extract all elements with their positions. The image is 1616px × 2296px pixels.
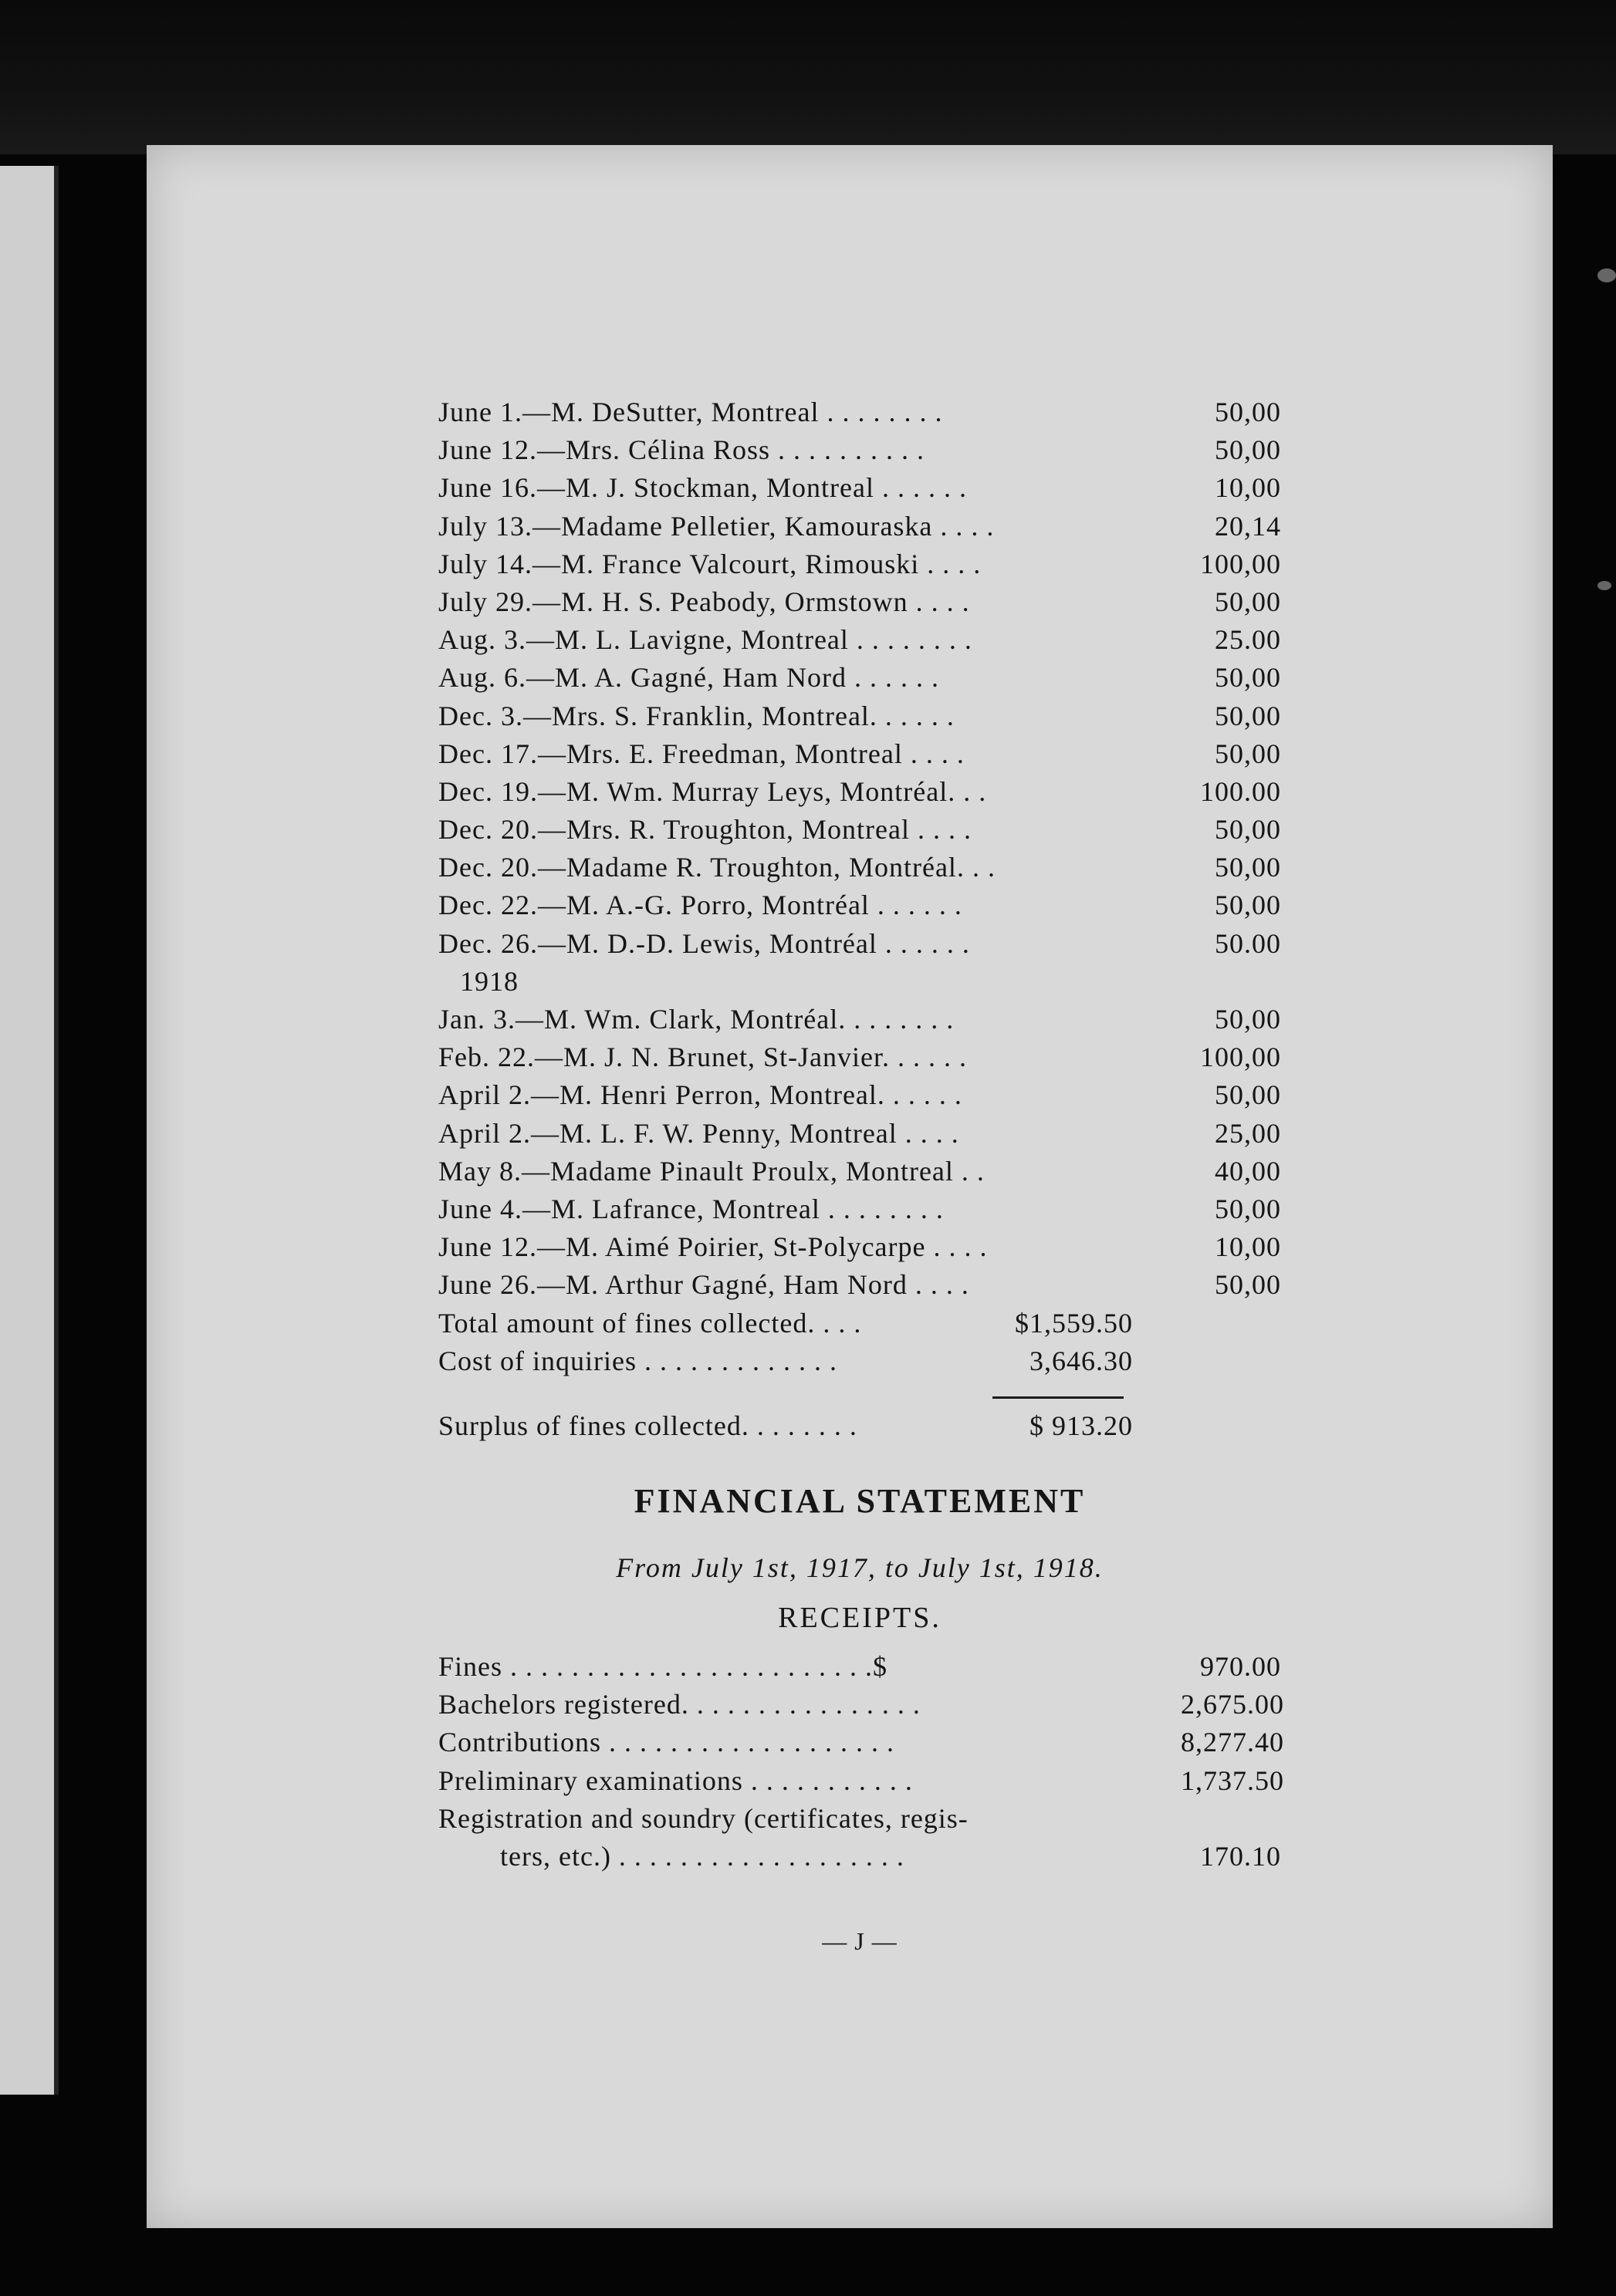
fine-row bbox=[438, 1231, 1281, 1268]
row-entry: Dec. 3.—Mrs. S. Franklin, Montreal. . . . . . bbox=[438, 700, 955, 731]
row-entry: Dec. 20.—Madame R. Troughton, Montréal. . . bbox=[438, 852, 996, 883]
cost-inquiries-value: 3,646.30 bbox=[1029, 1345, 1133, 1376]
row-entry: June 1.—M. DeSutter, Montreal . . . . . . . . bbox=[438, 397, 943, 427]
row-amount: 970.00 bbox=[1200, 1651, 1281, 1683]
row-entry: June 26.—M. Arthur Gagné, Ham Nord . . . . bbox=[438, 1269, 969, 1301]
fine-row bbox=[438, 1041, 1281, 1079]
receipt-row bbox=[438, 1764, 1284, 1802]
row-amount: 100,00 bbox=[1200, 1042, 1281, 1073]
total-fines-label: Total amount of fines collected. . . . bbox=[438, 1307, 862, 1339]
row-entry: July 13.—Madame Pelletier, Kamouraska . . . . bbox=[438, 510, 995, 542]
row-entry: Dec. 20.—Mrs. R. Troughton, Montreal . . . . bbox=[438, 814, 972, 846]
total-fines-row bbox=[438, 1307, 1133, 1345]
fine-row bbox=[438, 813, 1281, 851]
fine-row bbox=[438, 700, 1281, 738]
row-entry: Dec. 19.—M. Wm. Murray Leys, Montréal. . . bbox=[438, 775, 987, 807]
row-amount: 50,00 bbox=[1215, 1193, 1281, 1224]
row-amount: 25,00 bbox=[1215, 1117, 1281, 1149]
fine-row bbox=[438, 471, 1281, 509]
row-amount: 8,277.40 bbox=[1181, 1727, 1284, 1758]
registration-row bbox=[438, 1840, 1281, 1878]
fine-row bbox=[438, 548, 1281, 586]
row-amount: 100.00 bbox=[1200, 775, 1281, 807]
scan-top-edge bbox=[0, 0, 1616, 154]
sum-rule bbox=[992, 1396, 1124, 1399]
row-amount: 100,00 bbox=[1200, 548, 1281, 579]
fine-row bbox=[438, 738, 1281, 775]
fines-list-1918 bbox=[438, 1003, 1281, 1307]
page-folio: — J — bbox=[822, 1927, 898, 1956]
fine-row bbox=[438, 396, 1281, 434]
row-entry: Dec. 17.—Mrs. E. Freedman, Montreal . . . . bbox=[438, 738, 965, 769]
fine-row bbox=[438, 661, 1281, 699]
surplus-label: Surplus of fines collected. . . . . . . . bbox=[438, 1410, 857, 1441]
fine-row bbox=[438, 1079, 1281, 1116]
receipt-row bbox=[438, 1726, 1284, 1764]
fine-row bbox=[438, 1193, 1281, 1231]
row-amount: 50.00 bbox=[1215, 927, 1281, 959]
row-amount: 50,00 bbox=[1215, 586, 1281, 617]
row-amount: 10,00 bbox=[1215, 1231, 1281, 1263]
registration-line-1: Registration and soundry (certificates, regis- bbox=[438, 1802, 969, 1834]
fine-row bbox=[438, 623, 1281, 661]
row-amount: 50,00 bbox=[1215, 814, 1281, 846]
cost-inquiries-label: Cost of inquiries . . . . . . . . . . . . . bbox=[438, 1345, 837, 1376]
row-entry: Fines . . . . . . . . . . . . . . . . . . . . . . . .$ bbox=[438, 1651, 888, 1683]
row-entry: Bachelors registered. . . . . . . . . . . . . . . . bbox=[438, 1689, 921, 1720]
year-label: 1918 bbox=[460, 965, 519, 997]
row-amount: 1,737.50 bbox=[1181, 1764, 1284, 1796]
row-entry: Dec. 22.—M. A.-G. Porro, Montréal . . . . . . bbox=[438, 890, 962, 921]
row-entry: June 4.—M. Lafrance, Montreal . . . . . . . . bbox=[438, 1193, 944, 1224]
fine-row bbox=[438, 775, 1281, 813]
cost-inquiries-row bbox=[438, 1345, 1133, 1383]
row-entry: Aug. 3.—M. L. Lavigne, Montreal . . . . . . . . bbox=[438, 624, 972, 656]
row-amount: 20,14 bbox=[1215, 510, 1281, 542]
row-entry: Jan. 3.—M. Wm. Clark, Montréal. . . . . . . . bbox=[438, 1004, 955, 1035]
row-amount: 50,00 bbox=[1215, 890, 1281, 921]
facing-page-edge bbox=[0, 166, 59, 2095]
registration-line-2: ters, etc.) . . . . . . . . . . . . . . . . . . . bbox=[500, 1841, 904, 1872]
row-entry: July 29.—M. H. S. Peabody, Ormstown . . . . bbox=[438, 586, 970, 617]
surplus-value: $ 913.20 bbox=[1029, 1410, 1133, 1441]
registration-amount: 170.10 bbox=[1200, 1841, 1281, 1872]
row-amount: 25.00 bbox=[1215, 624, 1281, 656]
fine-row bbox=[438, 1268, 1281, 1306]
row-entry: May 8.—Madame Pinault Proulx, Montreal . . bbox=[438, 1155, 985, 1187]
scan-speck bbox=[1597, 581, 1611, 590]
row-entry: Preliminary examinations . . . . . . . . . . . bbox=[438, 1764, 913, 1796]
fine-row bbox=[438, 434, 1281, 471]
row-amount: 2,675.00 bbox=[1181, 1689, 1284, 1720]
page-content bbox=[438, 396, 1284, 1956]
row-entry: April 2.—M. Henri Perron, Montreal. . . . . . bbox=[438, 1079, 962, 1111]
row-entry: Feb. 22.—M. J. N. Brunet, St-Janvier. . . . . . bbox=[438, 1042, 967, 1073]
row-entry: April 2.—M. L. F. W. Penny, Montreal . . . . bbox=[438, 1117, 959, 1149]
receipt-row bbox=[438, 1650, 1281, 1688]
row-amount: 40,00 bbox=[1215, 1155, 1281, 1187]
row-entry: Dec. 26.—M. D.-D. Lewis, Montréal . . . . . . bbox=[438, 927, 970, 959]
fine-row bbox=[438, 586, 1281, 623]
scan-speck bbox=[1597, 268, 1616, 282]
document-page bbox=[147, 145, 1553, 2228]
row-amount: 50,00 bbox=[1215, 1269, 1281, 1301]
fine-row bbox=[438, 510, 1281, 548]
statement-period: From July 1st, 1917, to July 1st, 1918. bbox=[616, 1552, 1104, 1584]
fine-row bbox=[438, 927, 1281, 965]
row-amount: 50,00 bbox=[1215, 1004, 1281, 1035]
receipts-heading: RECEIPTS. bbox=[778, 1602, 942, 1635]
row-entry: July 14.—M. France Valcourt, Rimouski . . . . bbox=[438, 548, 982, 579]
row-amount: 50,00 bbox=[1215, 700, 1281, 731]
row-amount: 50,00 bbox=[1215, 738, 1281, 769]
row-amount: 10,00 bbox=[1215, 472, 1281, 504]
row-amount: 50,00 bbox=[1215, 397, 1281, 427]
fine-row bbox=[438, 1117, 1281, 1155]
fine-row bbox=[438, 1155, 1281, 1193]
fine-row bbox=[438, 1003, 1281, 1041]
row-entry: Aug. 6.—M. A. Gagné, Ham Nord . . . . . . bbox=[438, 662, 939, 694]
fine-row bbox=[438, 889, 1281, 927]
row-amount: 50,00 bbox=[1215, 662, 1281, 694]
fine-row bbox=[438, 851, 1281, 889]
row-amount: 50,00 bbox=[1215, 1079, 1281, 1111]
row-entry: June 12.—M. Aimé Poirier, St-Polycarpe . . . . bbox=[438, 1231, 988, 1263]
row-entry: June 12.—Mrs. Célina Ross . . . . . . . . . . bbox=[438, 434, 925, 466]
receipts-list bbox=[438, 1650, 1284, 1802]
row-entry: June 16.—M. J. Stockman, Montreal . . . . . . bbox=[438, 472, 967, 504]
receipt-row bbox=[438, 1688, 1284, 1726]
fines-list bbox=[438, 396, 1281, 965]
statement-title: FINANCIAL STATEMENT bbox=[634, 1482, 1086, 1521]
row-amount: 50,00 bbox=[1215, 852, 1281, 883]
row-entry: Contributions . . . . . . . . . . . . . . . . . . . bbox=[438, 1727, 895, 1758]
surplus-row bbox=[438, 1410, 1133, 1447]
total-fines-value: $1,559.50 bbox=[1015, 1307, 1133, 1339]
row-amount: 50,00 bbox=[1215, 434, 1281, 466]
